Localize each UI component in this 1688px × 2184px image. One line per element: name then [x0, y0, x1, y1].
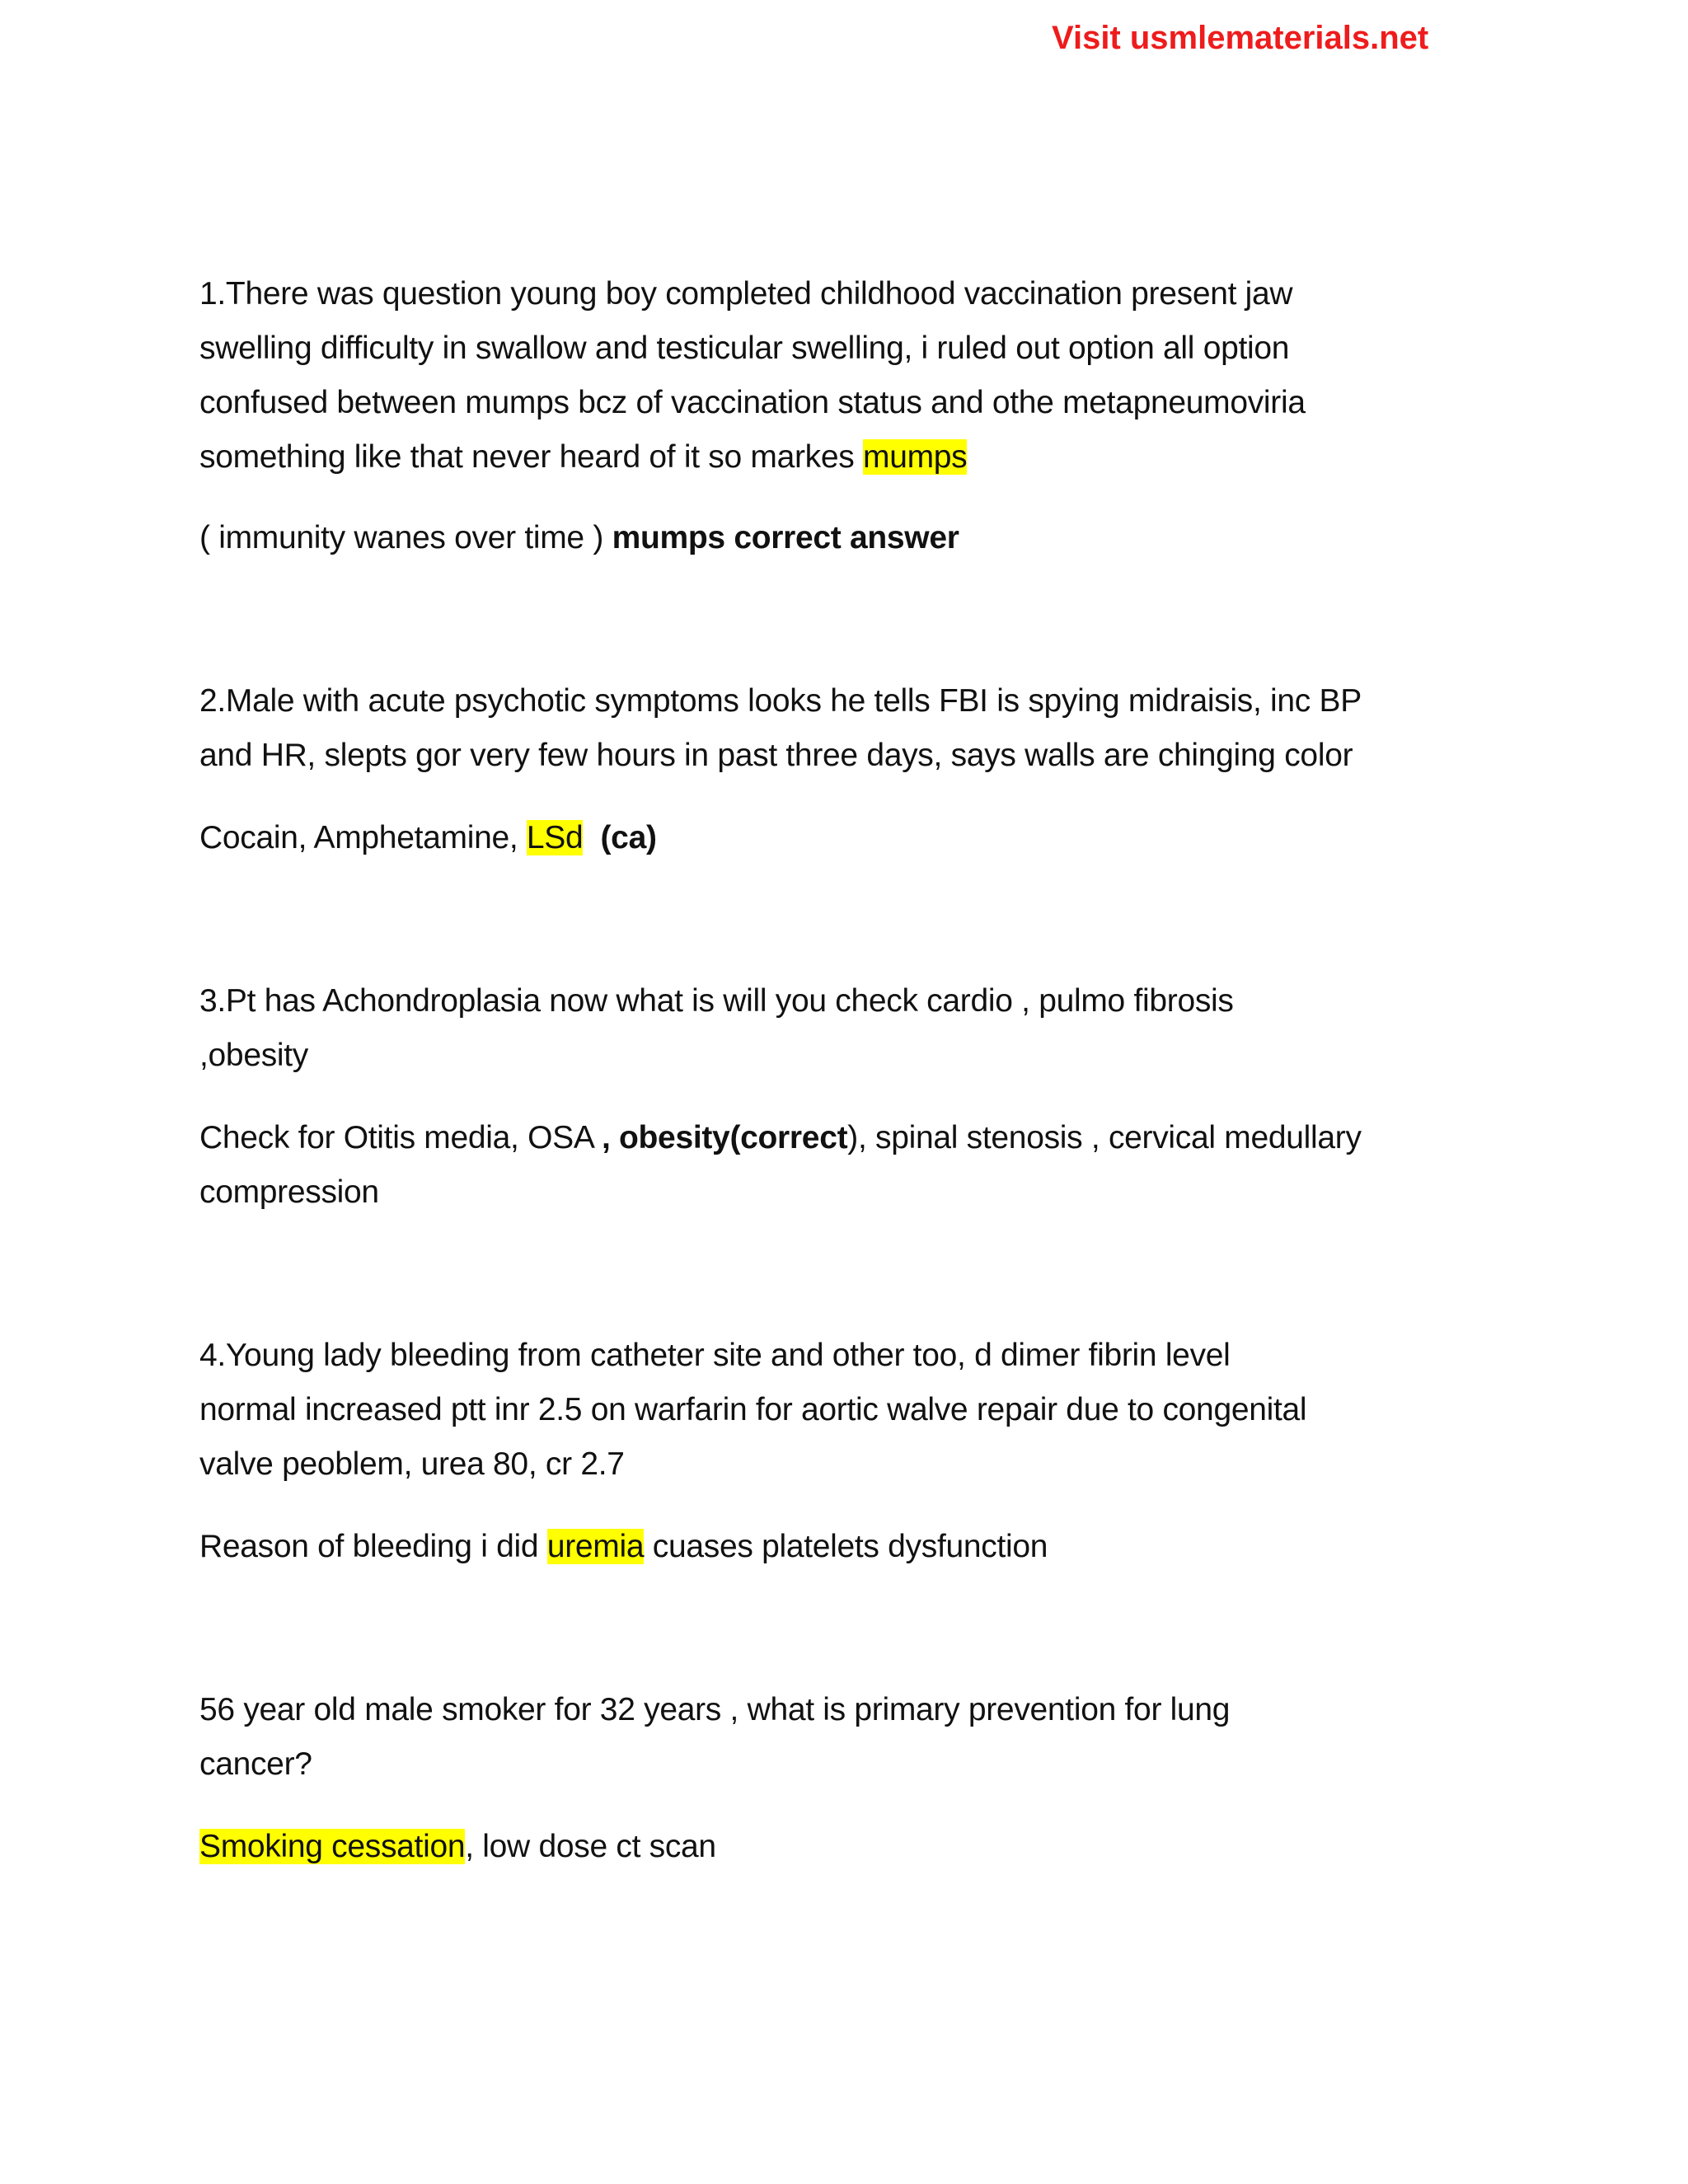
answer-text: Check for Otitis media, OSA [199, 1120, 602, 1155]
answer-text: Cocain, Amphetamine, [199, 820, 527, 855]
question-line: valve peoblem, urea 80, cr 2.7 [199, 1446, 625, 1482]
answer-line [199, 1111, 1362, 1165]
answer-text: ( immunity wanes over time ) [199, 520, 612, 555]
answer-line [199, 1820, 716, 1874]
question-line: 3.Pt has Achondroplasia now what is will you check cardio , pulmo fibrosis [199, 983, 1234, 1019]
answer-bold: , obesity(correct [601, 1120, 848, 1155]
answer-line [199, 511, 959, 565]
question-line: normal increased ptt inr 2.5 on warfarin for aortic walve repair due to congenital [199, 1392, 1307, 1427]
question-line: and HR, slepts gor very few hours in past three days, says walls are chinging color [199, 738, 1353, 773]
answer-bold: mumps correct answer [612, 520, 959, 555]
question-line: ,obesity [199, 1038, 309, 1073]
answer-4 [199, 1520, 1048, 1574]
answer-line: compression [199, 1174, 379, 1210]
answer-3 [199, 1111, 1362, 1220]
question-4 [199, 1329, 1306, 1492]
question-5 [199, 1683, 1230, 1792]
question-line: 4.Young lady bleeding from catheter site and other too, d dimer fibrin level [199, 1338, 1231, 1373]
answer-line [199, 811, 657, 865]
question-line: swelling difficulty in swallow and testicular swelling, i ruled out option all option [199, 330, 1290, 366]
highlighted-answer: LSd [526, 820, 584, 855]
answer-text: Reason of bleeding i did [199, 1529, 547, 1564]
question-line: cancer? [199, 1746, 312, 1782]
highlighted-answer: mumps [863, 439, 968, 475]
question-3 [199, 974, 1234, 1083]
answer-5 [199, 1820, 716, 1874]
question-line [199, 430, 1306, 485]
question-2 [199, 674, 1362, 783]
answer-text: , low dose ct scan [465, 1829, 716, 1864]
watermark-link[interactable]: Visit usmlematerials.net [1052, 20, 1429, 56]
answer-line [199, 1520, 1048, 1574]
answer-2 [199, 811, 657, 865]
question-line: 2.Male with acute psychotic symptoms looks he tells FBI is spying midraisis, inc BP [199, 683, 1362, 719]
question-line: confused between mumps bcz of vaccination status and othe metapneumoviria [199, 385, 1306, 420]
highlighted-answer: uremia [546, 1529, 645, 1564]
answer-bold: (ca) [600, 820, 657, 855]
answer-text: ), spinal stenosis , cervical medullary [847, 1120, 1362, 1155]
question-text: something like that never heard of it so markes [199, 439, 864, 475]
highlighted-answer: Smoking cessation [199, 1829, 466, 1864]
question-line: 1.There was question young boy completed childhood vaccination present jaw [199, 276, 1293, 312]
answer-text: cuases platelets dysfunction [644, 1529, 1048, 1564]
answer-1 [199, 511, 959, 565]
question-line: 56 year old male smoker for 32 years , what is primary prevention for lung [199, 1692, 1231, 1727]
question-1 [199, 267, 1306, 485]
